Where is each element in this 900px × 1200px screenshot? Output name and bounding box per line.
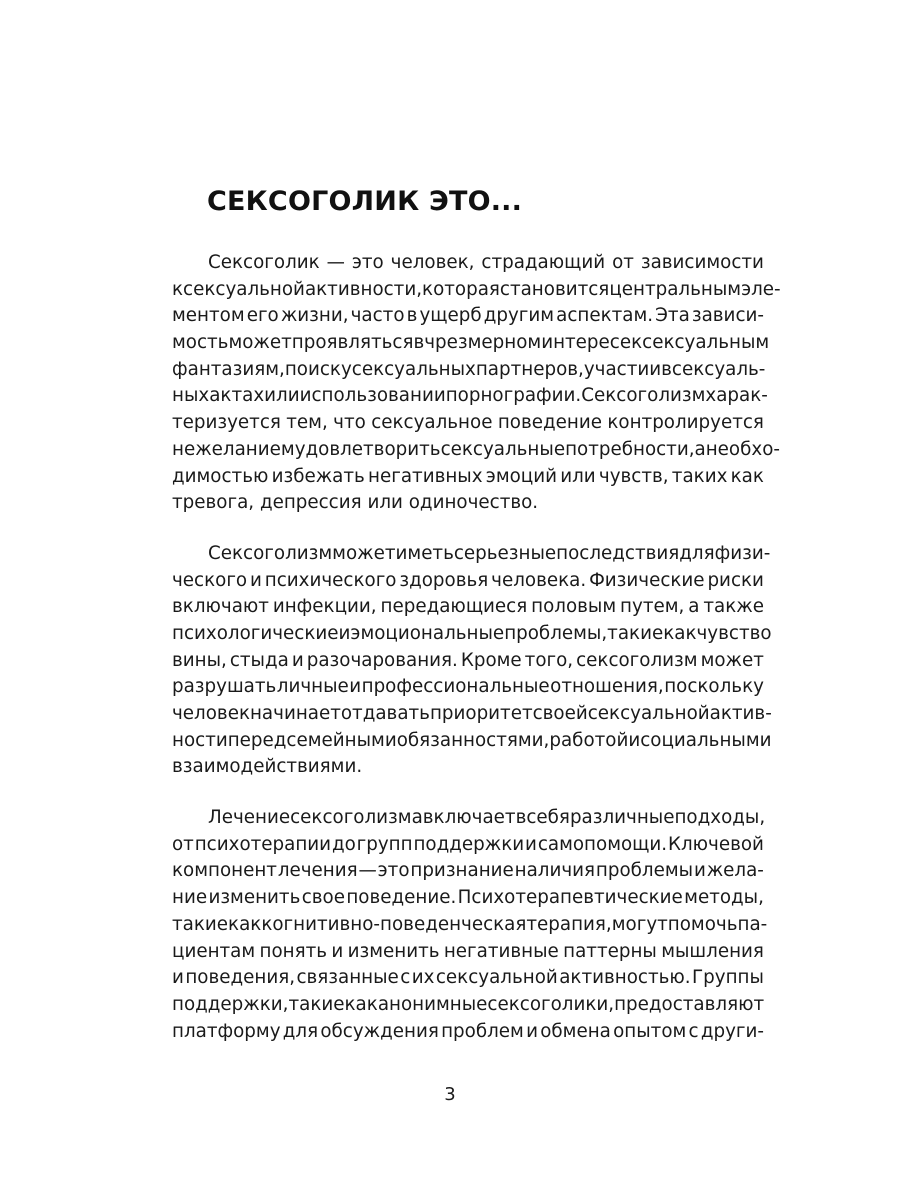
text-line: не желанием удовлетворить сексуальные потребности, а необхо- [172, 438, 780, 460]
paragraph-1 [172, 250, 781, 517]
text-line: циентам понять и изменить негативные паттерны мышления [172, 940, 764, 962]
page-title: СЕКСОГОЛИК ЭТО... [207, 186, 523, 217]
text-line: вины, стыда и разочарования. Кроме того, сексоголизм может [172, 649, 764, 671]
text-line: разрушать личные и профессиональные отношения, поскольку [172, 676, 764, 698]
page-number: 3 [444, 1084, 456, 1105]
text-line: включают инфекции, передающиеся половым путем, а также [172, 596, 764, 618]
text-line: к сексуальной активности, которая становится центральным эле- [172, 278, 781, 300]
text-line: платформу для обсуждения проблем и обмена опытом с други- [172, 1020, 764, 1042]
paragraph-2 [172, 541, 772, 781]
text-line: компонент лечения — это признание наличия проблемы и жела- [172, 860, 764, 882]
text-line: ние изменить свое поведение. Психотерапевтические методы, [172, 887, 764, 909]
text-line: поддержки, такие как анонимные сексоголики, предоставляют [172, 993, 765, 1015]
text-line: Сексоголик — это человек, страдающий от зависимости [208, 252, 764, 273]
text-line: и поведения, связанные с их сексуальной активностью. Группы [172, 967, 764, 989]
text-line: ческого и психического здоровья человека. Физические риски [172, 569, 764, 591]
text-line: ности перед семейными обязанностями, работой и социальными [172, 729, 772, 751]
text-line: димостью избежать негативных эмоций или чувств, таких как [172, 465, 764, 487]
body-text [172, 250, 781, 1045]
text-line: ментом его жизни, часто в ущерб другим аспектам. Эта зависи- [172, 305, 764, 327]
text-line: психологические и эмоциональные проблемы, такие как чувство [172, 622, 772, 644]
text-line: Сексоголизм может иметь серьезные последствия для физи- [208, 542, 771, 564]
text-line: теризуется тем, что сексуальное поведение контролируется [172, 412, 764, 434]
text-line: такие как когнитивно-поведенческая терапия, могут помочь па- [172, 913, 768, 935]
text-line: от психотерапии до групп поддержки и самопомощи. Ключевой [172, 833, 764, 855]
text-line: человек начинает отдавать приоритет своей сексуальной актив- [172, 703, 772, 724]
text-line: фантазиям, поиску сексуальных партнеров, участии в сексуаль- [172, 358, 766, 380]
text-line: взаимодействиями. [172, 756, 363, 778]
paragraph-3 [172, 805, 768, 1045]
text-line: тревога, депрессия или одиночество. [172, 492, 539, 514]
text-line: ных актах или использовании порнографии. Сексоголизм харак- [172, 385, 768, 407]
text-line: Лечение сексоголизма включает в себя различные подходы, [208, 807, 766, 829]
text-line: мость может проявляться в чрезмерном интересе к сексуальным [172, 332, 770, 354]
